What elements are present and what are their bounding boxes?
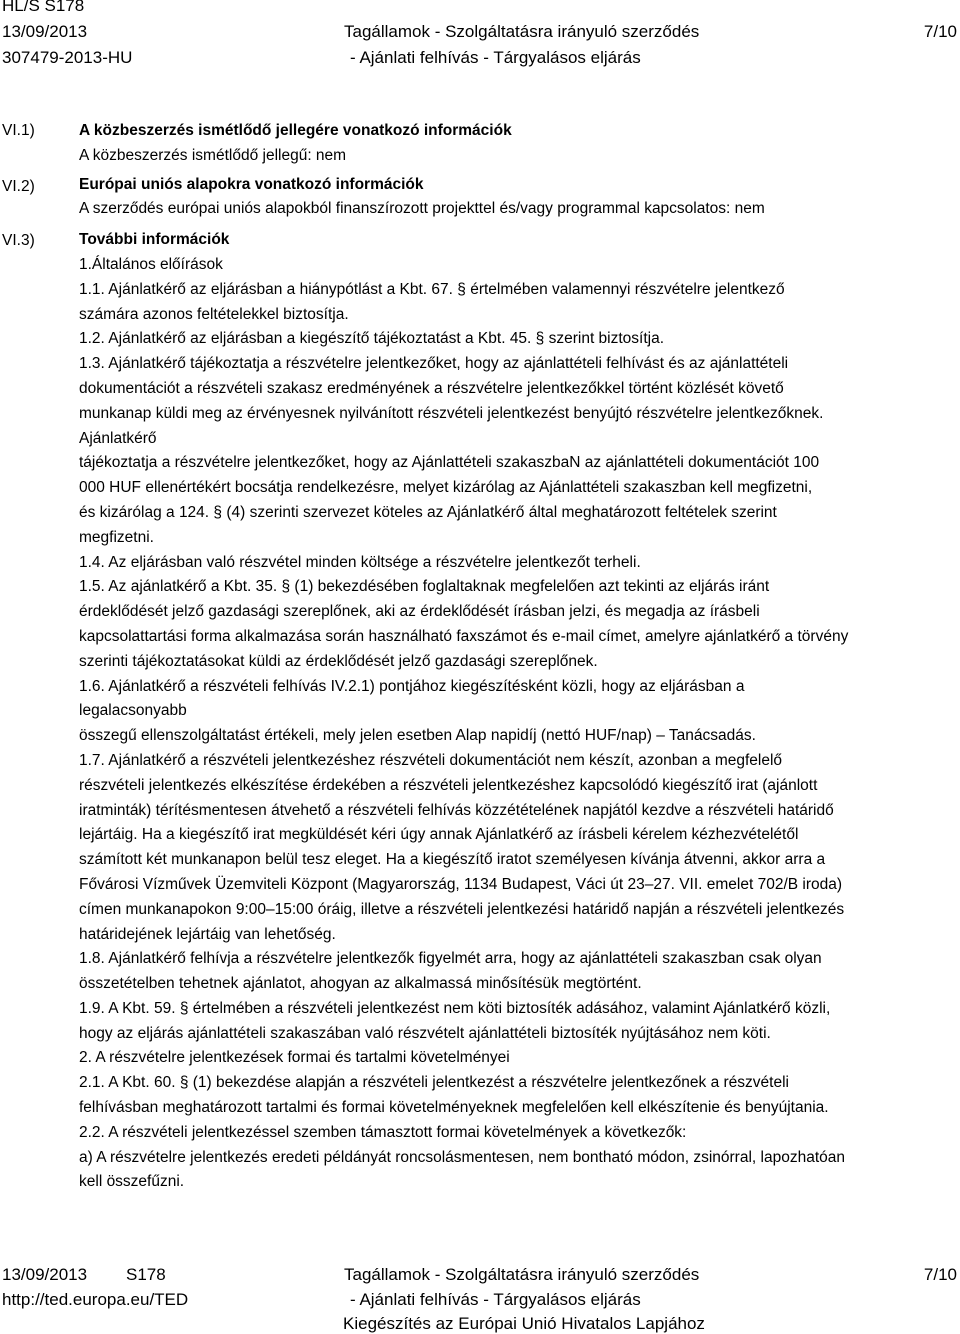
text-line: érdeklődését jelző gazdasági szereplőnek, aki az érdeklődését írásban jelzi, és megadja az írásbeli (79, 603, 760, 621)
text-line: határidejének lejártáig van lehetőség. (79, 925, 336, 943)
text-line: számított két munkanapon belül tesz eleget. Ha a kiegészítő iratot személyesen kívánja átvenni, akkor arra a (79, 851, 826, 869)
text-line: kapcsolattartási forma alkalmazása során használható faxszámot és e-mail címet, amelyre ajánlatkérő a törvény (79, 627, 849, 645)
text-line: Ajánlatkérő (79, 429, 157, 447)
section-label-vi3: VI.3) (2, 232, 35, 249)
text-line: szerinti tájékoztatásokat küldi az érdeklődését jelző gazdasági szereplőnek. (79, 652, 598, 670)
section-label-vi1: VI.1) (2, 122, 35, 139)
text-line: összetételben tehetnek ajánlatot, ahogyan az alkalmassá minősítésük megtörtént. (79, 975, 642, 993)
footer-page-number: 7/10 (923, 1265, 957, 1284)
text-line: 1.6. Ajánlatkérő a részvételi felhívás IV.2.1) pontjához kiegészítésként közli, hogy az eljárásban a (79, 677, 745, 695)
footer-date: 13/09/2013 (2, 1265, 88, 1284)
footer-title: Tagállamok - Szolgáltatásra irányuló szerződés (344, 1265, 700, 1284)
text-line: 2. A részvételre jelentkezések formai és tartalmi követelményei (79, 1049, 510, 1067)
text-line: 1.2. Ajánlatkérő az eljárásban a kiegészítő tájékoztatást a Kbt. 45. § szerint biztosítja. (79, 330, 665, 348)
text-line: a) A részvételre jelentkezés eredeti példányát roncsolásmentesen, nem bontható módon, zsinórral, lapozhatóan (79, 1148, 845, 1166)
text-line: megfizetni. (79, 528, 154, 546)
text-line: 1.Általános előírások (79, 255, 223, 273)
text-line: legalacsonyabb (79, 702, 187, 720)
text-line: Fővárosi Vízművek Üzemviteli Központ (Magyarország, 1134 Budapest, Váci út 23–27. VII. emelet 702/B iroda) (79, 875, 843, 893)
header-doc-id: 307479-2013-HU (2, 48, 133, 67)
header-title: Tagállamok - Szolgáltatásra irányuló szerződés (344, 22, 700, 41)
text-line: tájékoztatja a részvételre jelentkezőket, hogy az Ajánlattételi szakaszbaN az ajánlattételi dokumentációt 100 (79, 454, 820, 472)
text-line: 1.4. Az eljárásban való részvétel minden költsége a részvételre jelentkezőt terheli. (79, 553, 641, 571)
text-line: számára azonos feltételekkel biztosítja. (79, 305, 349, 323)
header-page-number: 7/10 (923, 22, 957, 41)
text-line: dokumentációt a részvételi szakasz eredményének a részvételre jelentkezőkkel történt közlését követő (79, 379, 784, 397)
text-line: 1.1. Ajánlatkérő az eljárásban a hiánypótlást a Kbt. 67. § értelmében valamennyi részvételre jelentkező (79, 280, 785, 298)
text-line: A közbeszerzés ismétlődő jellegű: nem (79, 146, 347, 164)
heading-eu-funds: Európai uniós alapokra vonatkozó információk (79, 175, 424, 193)
text-line: hogy az eljárás ajánlattételi szakaszában való részvételt ajánlattételi biztosíték nyújtásához nem köti. (79, 1024, 771, 1042)
text-line: lejártáig. Ha a kiegészítő irat megküldését kéri úgy annak Ajánlatkérő az írásbeli kérelem kézhezvételétől (79, 826, 799, 844)
text-line: 000 HUF ellenértékért bocsátja rendelkezésre, melyet kizárólag az Ajánlattételi szakaszban kell megfizetni, (79, 479, 813, 497)
text-line: összegű ellenszolgáltatást értékeli, mely jelen esetben Alap napidíj (nettó HUF/nap) – Tanácsadás. (79, 727, 756, 745)
footer-subtitle: - Ajánlati felhívás - Tárgyalásos eljárás (350, 1290, 641, 1309)
footer-publisher: Kiegészítés az Európai Unió Hivatalos Lapjához (343, 1314, 705, 1333)
footer-code: S178 (126, 1265, 166, 1284)
text-line: 1.7. Ajánlatkérő a részvételi jelentkezéshez részvételi dokumentációt nem készít, azonban a megfelelő (79, 751, 783, 769)
heading-recurrence: A közbeszerzés ismétlődő jellegére vonatkozó információk (79, 122, 512, 139)
text-line: munkanap küldi meg az érvényesnek nyilvánított részvételi jelentkezést benyújtó részvételre jelentkezőknek. (79, 404, 824, 422)
text-line: 1.5. Az ajánlatkérő a Kbt. 35. § (1) bekezdésében foglaltaknak megfelelően azt tekinti az eljárás iránt (79, 578, 770, 596)
heading-additional-info: További információk (79, 231, 230, 249)
text-line: címen munkanapokon 9:00–15:00 óráig, illetve a részvételi jelentkezési határidő napján a részvételi jelentkezés (79, 900, 845, 918)
text-line: 2.1. A Kbt. 60. § (1) bekezdése alapján a részvételi jelentkezést a részvételre jelentkezőnek a részvételi (79, 1074, 789, 1092)
text-line: A szerződés európai uniós alapokból finanszírozott projekttel és/vagy programmal kapcsolatos: nem (79, 200, 765, 218)
header-subtitle: - Ajánlati felhívás - Tárgyalásos eljárás (350, 48, 641, 67)
text-line: 1.3. Ajánlatkérő tájékoztatja a részvételre jelentkezőket, hogy az ajánlattételi felhívást és az ajánlattételi (79, 355, 789, 373)
header-code: HL/S S178 (2, 0, 85, 15)
text-line: felhívásban meghatározott tartalmi és formai követelményeknek megfelelően kell elkészítenie és benyújtania. (79, 1099, 829, 1117)
footer-url[interactable]: http://ted.europa.eu/TED (2, 1290, 189, 1309)
text-line: kell összefűzni. (79, 1173, 185, 1191)
section-label-vi2: VI.2) (2, 178, 35, 195)
text-line: 1.8. Ajánlatkérő felhívja a részvételre jelentkezők figyelmét arra, hogy az ajánlattételi szakaszban csak olyan (79, 950, 822, 968)
text-line: részvételi jelentkezés elkészítése érdekében a részvételi jelentkezéshez kapcsolódó kiegészítő irat (ajánlott (79, 776, 818, 794)
header-date: 13/09/2013 (2, 22, 88, 41)
text-line: iratminták) térítésmentesen átvehető a részvételi felhívás közzétételének napjától kezdve a részvételi határidő (79, 801, 834, 819)
text-line: és kizárólag a 124. § (4) szerinti szervezet köteles az Ajánlatkérő által meghatározott feltételek szerint (79, 503, 777, 521)
text-line: 1.9. A Kbt. 59. § értelmében a részvételi jelentkezést nem köti biztosíték adásához, valamint Ajánlatkérő közli, (79, 999, 831, 1017)
text-line: 2.2. A részvételi jelentkezéssel szemben támasztott formai követelmények a következők: (79, 1123, 687, 1141)
main-content (79, 119, 959, 1195)
